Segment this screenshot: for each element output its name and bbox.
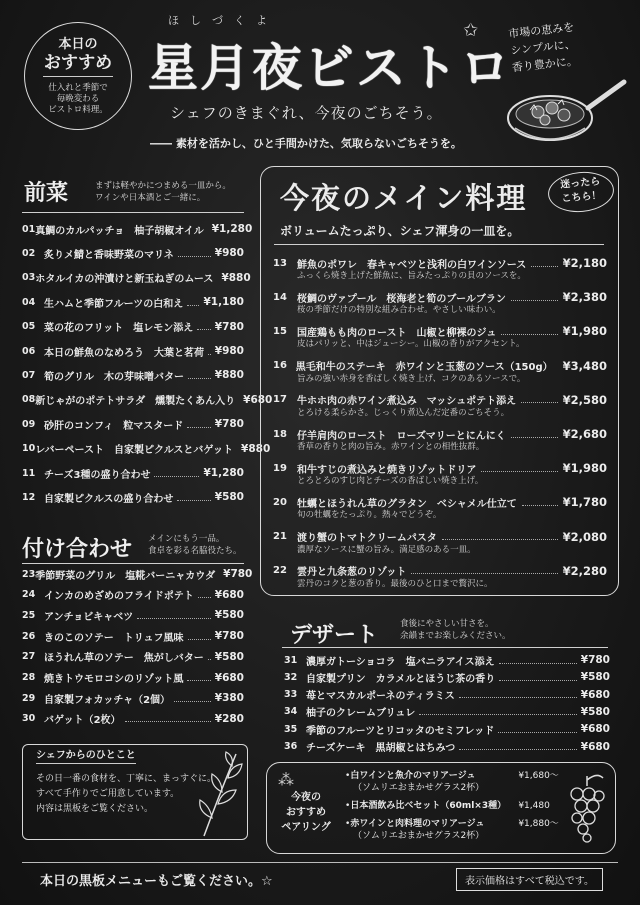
item-description: 雲丹のコクと葱の香り。最後のひと口まで贅沢に。 [297, 578, 493, 589]
item-number: 32 [284, 671, 298, 683]
item-price: ¥2,180 [562, 256, 607, 270]
item-name: 国産鶏もも肉のロースト 山椒と柳裸のジュ [297, 327, 497, 339]
item-price: ¥880 [241, 442, 271, 455]
item-price: ¥1,280 [211, 223, 253, 235]
pairing-label [274, 790, 338, 835]
item-description: ふっくら焼き上げた鮮魚に、旨みたっぷりの貝のソースを。 [297, 271, 526, 281]
main-item [273, 393, 607, 419]
pairing-price: ¥1,480 [518, 801, 550, 811]
bullet-icon: • [345, 819, 351, 829]
mains-subtitle: ボリュームたっぷり、シェフ渾身の一皿を。 [280, 224, 520, 238]
item-number: 18 [273, 428, 287, 440]
dotted-leader [174, 701, 211, 702]
item-description: 旨みの強い赤身を香ばしく焼き上げ、コクのあるソースで。 [297, 373, 526, 384]
appetizers-title: 前菜 [24, 181, 69, 206]
dotted-leader [521, 402, 558, 403]
item-name: バゲット（2枚） [44, 715, 121, 727]
dotted-leader [499, 663, 577, 664]
item-number: 35 [284, 723, 298, 735]
item-number: 11 [22, 467, 36, 479]
chef-line-2: すべて手作りでご用意しています。 [36, 789, 180, 799]
item-price: ¥580 [214, 609, 244, 622]
pairing-line [345, 818, 559, 830]
main-item-line [273, 393, 607, 407]
dotted-leader [459, 697, 577, 698]
item-number: 07 [22, 369, 36, 381]
main-item [273, 530, 607, 556]
page-title: 星月夜ビストロ [148, 39, 512, 97]
item-name: 渡り蟹のトマトクリームパスタ [297, 533, 437, 545]
item-description: 桜の季節だけの特別な組み合わせ。やさしい味わい。 [297, 305, 501, 316]
main-item-line [273, 256, 607, 270]
item-number: 05 [22, 321, 36, 333]
menu-row [22, 442, 271, 457]
pairing-item [345, 800, 550, 812]
item-price: ¥2,280 [562, 563, 607, 578]
item-price: ¥680 [580, 688, 610, 701]
item-name: 自家製ピクルスの盛り合わせ [44, 493, 174, 505]
item-price: ¥680 [214, 671, 244, 684]
sides-title: 付け合わせ [22, 537, 133, 562]
item-name: インカのめざめのフライドポテト [44, 591, 194, 603]
dotted-leader [125, 721, 211, 722]
desserts-divider [282, 647, 608, 648]
dotted-leader [419, 714, 576, 715]
pairing-label-2: おすすめ [285, 807, 327, 818]
main-item [273, 290, 607, 316]
item-name: 雲丹と九条葱のリゾット [297, 567, 407, 579]
item-price: ¥2,380 [562, 290, 607, 305]
item-price: ¥2,680 [562, 427, 607, 441]
item-name: 牡蠣とほうれん草のグラタン ベシャメル仕立て [297, 498, 517, 510]
item-price: ¥1,180 [203, 296, 244, 309]
item-name: 生ハムと季節フルーツの白和え [44, 298, 184, 310]
menu-row [22, 393, 273, 408]
item-price: ¥680 [243, 393, 273, 406]
menu-row [284, 653, 610, 667]
item-number: 06 [22, 345, 36, 357]
item-number: 25 [22, 609, 36, 621]
menu-row [22, 295, 244, 309]
main-item [273, 427, 607, 453]
dotted-leader [208, 659, 211, 660]
main-item-line [273, 461, 607, 475]
item-number: 22 [273, 565, 287, 577]
item-number: 20 [273, 496, 287, 508]
item-number: 26 [22, 630, 36, 642]
item-price: ¥980 [214, 345, 244, 357]
dotted-leader [188, 639, 211, 640]
star-icon: ✩ [463, 20, 479, 41]
item-number: 01 [22, 223, 36, 235]
item-price: ¥880 [221, 271, 251, 284]
dotted-leader [198, 597, 211, 598]
item-number: 17 [273, 394, 287, 406]
item-number: 15 [273, 325, 287, 337]
item-name: 仔羊肩肉のロースト ローズマリーとにんにく [297, 430, 506, 442]
item-name: 桜鯛のヴァプール 桜海老と筍のブールブラン [297, 293, 506, 305]
item-name: 本日の鮮魚のなめろう 大葉と茗荷 [44, 347, 204, 359]
menu-row [22, 671, 244, 685]
item-number: 13 [273, 257, 287, 269]
item-name: アンチョビキャベツ [44, 611, 134, 623]
item-price: ¥280 [214, 712, 244, 725]
item-number: 19 [273, 462, 287, 474]
item-description: 香草の香りと肉の旨み。赤ワインとの相性抜群。 [297, 442, 485, 452]
mains-tag-1: 迷ったら [559, 176, 601, 191]
item-number: 03 [22, 272, 36, 284]
item-price: ¥780 [214, 630, 244, 643]
pairing-price: ¥1,880～ [518, 819, 559, 829]
item-price: ¥780 [223, 568, 253, 580]
pairing-line [345, 770, 559, 782]
item-name: ほうれん草のソテー 焦がしバター [44, 653, 204, 665]
item-number: 14 [273, 291, 287, 303]
item-price: ¥1,780 [562, 495, 607, 510]
item-name: ホタルイカの沖漬けと新玉ねぎのムース [35, 274, 214, 286]
item-name: 黒毛和牛のステーキ 赤ワインと玉葱のソース（150g） [295, 362, 553, 374]
item-number: 12 [22, 491, 36, 503]
dotted-leader [188, 378, 211, 379]
footer-left: 本日の黒板メニューもご覧ください。☆ [40, 874, 273, 889]
item-description: とろける柔らかさ。じっくり煮込んだ定番のごちそう。 [297, 407, 510, 418]
badge-small-3: ビストロ料理。 [48, 105, 108, 115]
menu-row [22, 650, 244, 664]
pairing-item [345, 770, 559, 794]
dotted-leader [208, 354, 211, 355]
appetizers-note-1: まずは軽やかにつまめる一皿から。 [95, 181, 231, 191]
item-price: ¥680 [580, 740, 610, 753]
menu-row [22, 712, 244, 726]
item-number: 33 [284, 689, 298, 701]
item-number: 21 [273, 531, 287, 543]
menu-row [22, 417, 244, 431]
dotted-leader [442, 539, 558, 540]
footer-divider [22, 862, 618, 863]
recommend-badge [24, 22, 132, 130]
sides-divider [22, 563, 244, 564]
item-name: 焼きトウモロコシのリゾット風 [44, 674, 184, 685]
menu-row [22, 588, 244, 602]
appetizers-note [95, 180, 231, 204]
pairing-sub: （ソムリエおまかせグラス2杯） [353, 831, 485, 841]
pairing-name: 赤ワインと肉料理のマリアージュ [350, 819, 485, 829]
dotted-leader [197, 329, 211, 330]
item-price: ¥580 [214, 650, 244, 663]
side-note [508, 19, 579, 77]
item-description: 旬の牡蠣をたっぷり。熱々でどうぞ。 [297, 510, 442, 521]
desserts-note [400, 618, 511, 642]
item-number: 08 [22, 394, 36, 406]
desserts-title: デザート [290, 623, 379, 648]
pairing-name: 日本酒飲み比べセット（60ml×3種） [350, 801, 507, 811]
dotted-leader [177, 500, 210, 501]
item-description: 皮はパリッと、中はジューシー。山椒の香りがアクセント。 [297, 339, 525, 350]
item-price: ¥1,980 [562, 461, 607, 476]
menu-row [22, 246, 244, 260]
menu-row [284, 688, 610, 702]
item-name: チーズケーキ 黒胡椒とはちみつ [306, 743, 456, 754]
main-item-line [273, 427, 607, 441]
dotted-leader [178, 256, 211, 257]
menu-row [22, 271, 251, 286]
item-price: ¥680 [580, 723, 610, 736]
menu-row [284, 705, 610, 719]
item-price: ¥380 [214, 692, 244, 705]
sides-note-1: メインにもう一品。 [148, 534, 225, 544]
dotted-leader [481, 471, 557, 472]
item-price: ¥780 [580, 654, 610, 666]
leaf-branch-icon [192, 748, 248, 838]
mains-divider [274, 244, 604, 245]
side-note-3: 香り豊かに。 [511, 54, 579, 75]
main-item [273, 256, 607, 282]
pairing-sub: （ソムリエおまかせグラス2杯） [353, 783, 485, 793]
pairing-price: ¥1,680～ [518, 771, 559, 781]
item-number: 34 [284, 706, 298, 718]
item-price: ¥1,280 [203, 467, 244, 479]
item-price: ¥680 [214, 588, 244, 601]
badge-small-1: 仕入れと季節で [48, 83, 108, 93]
dotted-leader [187, 427, 211, 428]
mains-tag-2: こちら！ [561, 190, 602, 205]
menu-row [284, 722, 610, 736]
item-price: ¥580 [580, 705, 610, 718]
main-item-line [273, 564, 607, 578]
item-price: ¥580 [214, 491, 244, 504]
menu-row [22, 368, 244, 382]
sides-note [148, 533, 242, 557]
item-name: 砂肝のコンフィ 粒マスタード [44, 420, 184, 432]
menu-row [22, 490, 244, 504]
menu-row [284, 670, 610, 684]
dotted-leader [411, 573, 557, 574]
side-note-1: 市場の恵みを [507, 20, 575, 41]
item-name: 牛ホホ肉の赤ワイン煮込み マッシュポテト添え [297, 396, 517, 408]
item-description: とろとろのすじ肉とチーズの香ばしい焼き上げ。 [297, 476, 484, 487]
grapes-icon [565, 772, 609, 844]
item-number: 09 [22, 418, 36, 430]
mains-title: 今夜のメイン料理 [280, 181, 528, 215]
item-name: 和牛すじの煮込みと焼きリゾットドリア [297, 464, 477, 476]
dotted-leader [522, 505, 558, 506]
dotted-leader [498, 732, 576, 733]
dotted-leader [531, 266, 557, 267]
desserts-note-1: 食後にやさしい甘さを。 [400, 619, 494, 629]
item-name: 柚子のクレームブリュレ [306, 708, 416, 720]
item-name: 苺とマスカルポーネのティラミス [306, 691, 455, 703]
item-name: レバーペースト 自家製ピクルスとバゲット [35, 445, 234, 457]
main-item-line [273, 324, 607, 338]
item-price: ¥2,080 [562, 529, 607, 544]
menu-row [22, 629, 244, 643]
item-number: 36 [284, 741, 298, 752]
badge-top: 本日の [58, 37, 98, 52]
sides-note-2: 食卓を彩る名脇役たち。 [148, 546, 242, 556]
dotted-leader [511, 300, 558, 301]
item-name: 濃厚ガトーショコラ 塩バニラアイス添え [306, 656, 495, 668]
badge-divider [43, 76, 113, 77]
menu-row [22, 320, 244, 334]
appetizers-note-2: ワインや日本酒とご一緒に。 [95, 193, 206, 203]
item-name: 季節野菜のグリル 塩糀バーニャカウダ [35, 570, 216, 582]
item-name: 炙りメ鯖と香味野菜のマリネ [44, 249, 174, 261]
item-name: チーズ3種の盛り合わせ [44, 469, 151, 481]
pairing-label-3: ペアリング [281, 822, 331, 833]
badge-big: おすすめ [43, 53, 113, 73]
item-number: 30 [22, 713, 36, 725]
item-name: 筍のグリル 木の芽味噌バター [44, 371, 184, 383]
sparkle-icon: ⁂ [278, 770, 294, 789]
main-item [273, 359, 607, 385]
main-item-line [273, 495, 607, 509]
item-name: きのこのソテー トリュフ風味 [44, 632, 184, 644]
chef-line-3: 内容は黒板をご覧ください。 [36, 804, 154, 814]
title-furigana: ほしづくよ [168, 14, 278, 27]
main-item-line [273, 530, 607, 544]
menu-row [22, 608, 244, 622]
main-item [273, 461, 607, 487]
dotted-leader [501, 334, 557, 335]
menu-row [284, 740, 610, 754]
chef-title: シェフからのひとこと [36, 746, 136, 764]
item-name: 自家製プリン カラメルとほうじ茶の香り [306, 673, 496, 685]
pairing-name: 白ワインと魚介のマリアージュ [350, 771, 476, 781]
appetizers-divider [22, 212, 244, 213]
item-number: 24 [22, 589, 36, 601]
item-price: ¥780 [214, 418, 244, 431]
item-name: 菜の花のフリット 塩レモン添え [44, 323, 194, 335]
item-name: 真鯛のカルパッチョ 柚子胡椒オイル [35, 225, 204, 237]
menu-row [22, 567, 253, 582]
subtitle: シェフのきまぐれ、今夜のごちそう。 [170, 104, 443, 122]
side-note-2: シンプルに、 [509, 37, 577, 58]
main-item-line [273, 359, 607, 373]
menu-row [22, 466, 244, 480]
item-price: ¥2,580 [562, 392, 607, 407]
pairing-item [345, 818, 559, 842]
item-number: 29 [22, 692, 36, 704]
menu-row [22, 222, 253, 237]
item-description: 濃厚なソースに蟹の旨み。満足感のある一皿。 [297, 544, 476, 555]
bullet-icon: • [345, 771, 351, 781]
item-price: ¥980 [214, 247, 244, 260]
skillet-illustration-icon [500, 70, 630, 150]
item-number: 23 [22, 568, 36, 580]
dotted-leader [154, 476, 199, 477]
pairing-line [345, 800, 550, 812]
item-number: 28 [22, 672, 36, 683]
dotted-leader [499, 680, 576, 681]
bullet-icon: • [345, 801, 351, 811]
chef-body [36, 772, 216, 817]
menu-row [22, 344, 244, 358]
item-price: ¥880 [214, 369, 244, 382]
menu-row [22, 691, 244, 705]
item-number: 27 [22, 651, 36, 663]
badge-small-2: 毎晩変わる [56, 94, 100, 104]
item-number: 16 [273, 360, 287, 372]
item-number: 10 [22, 443, 36, 455]
dotted-leader [187, 680, 210, 681]
dotted-leader [511, 437, 558, 438]
main-item [273, 495, 607, 521]
desserts-note-2: 余韻までお楽しみください。 [400, 631, 511, 641]
pairing-label-1: 今夜の [291, 792, 321, 803]
item-name: 鮮魚のポワレ 春キャベツと浅利の白ワインソース [297, 259, 527, 271]
dotted-leader [187, 305, 199, 306]
item-price: ¥580 [580, 671, 610, 684]
item-name: 自家製フォカッチャ（2個） [44, 694, 171, 706]
item-number: 31 [284, 654, 298, 666]
item-price: ¥780 [214, 320, 244, 333]
main-item [273, 564, 607, 590]
tagline: ―― 素材を活かし、ひと手間かけた、気取らないごちそうを。 [150, 137, 462, 150]
main-item-line [273, 290, 607, 304]
chef-line-1: その日一番の食材を、丁寧に、まっすぐに。 [36, 774, 217, 784]
item-number: 02 [22, 247, 36, 259]
item-name: 季節のフルーツとリコッタのセミフレッド [306, 725, 495, 737]
dotted-leader [459, 749, 576, 750]
footer-tax-note: 表示価格はすべて税込です。 [456, 868, 603, 891]
item-number: 04 [22, 296, 36, 308]
main-item [273, 324, 607, 350]
item-name: 新じゃがのポテトサラダ 燻製たくあん入り [35, 396, 236, 408]
dotted-leader [137, 618, 210, 619]
item-price: ¥3,480 [562, 358, 607, 373]
item-price: ¥1,980 [562, 324, 607, 339]
